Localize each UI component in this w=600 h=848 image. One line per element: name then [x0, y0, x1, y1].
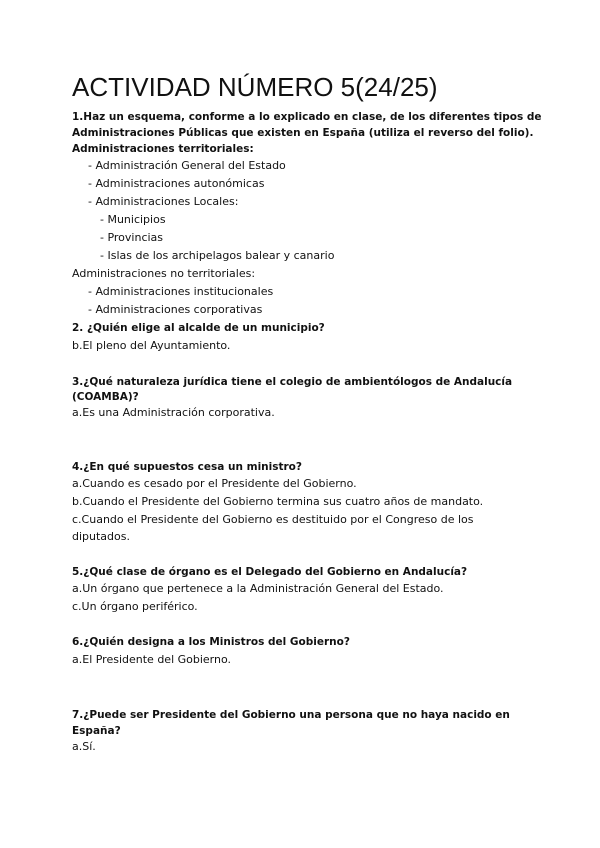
- q2-answer: b.El pleno del Ayuntamiento.: [72, 339, 231, 352]
- q1-non-territorial-item: - Administraciones corporativas: [88, 303, 263, 316]
- q1-local-item: - Provincias: [100, 231, 164, 244]
- q4-answer: c.Cuando el Presidente del Gobierno es destituido por el Congreso de los: [72, 513, 474, 526]
- q3-question-line-2: (COAMBA)?: [72, 391, 139, 403]
- q1-territorial-item: - Administraciones Locales:: [88, 195, 239, 208]
- q6-answer: a.El Presidente del Gobierno.: [72, 653, 232, 666]
- page-title: ACTIVIDAD NÚMERO 5(24/25): [72, 72, 438, 102]
- q1-local-item: - Municipios: [100, 213, 166, 226]
- q2-question: 2. ¿Quién elige al alcalde de un municipio?: [72, 322, 325, 334]
- q4-answer: a.Cuando es cesado por el Presidente del Gobierno.: [72, 477, 357, 490]
- q5-answer: a.Un órgano que pertenece a la Administración General del Estado.: [72, 582, 444, 595]
- q1-local-item: - Islas de los archipelagos balear y canario: [100, 249, 335, 262]
- q4-question: 4.¿En qué supuestos cesa un ministro?: [72, 461, 302, 473]
- q1-territorial-item: - Administración General del Estado: [88, 159, 286, 172]
- q1-question-line-2: Administraciones Públicas que existen en España (utiliza el reverso del folio).: [72, 127, 534, 139]
- q7-question-line-2: España?: [72, 725, 121, 737]
- q1-non-territorial-heading: Administraciones no territoriales:: [72, 267, 256, 280]
- q1-question-line-1: 1.Haz un esquema, conforme a lo explicado en clase, de los diferentes tipos de: [72, 111, 542, 123]
- q3-answer: a.Es una Administración corporativa.: [72, 406, 275, 419]
- q4-answer: b.Cuando el Presidente del Gobierno termina sus cuatro años de mandato.: [72, 495, 484, 508]
- q3-question-line-1: 3.¿Qué naturaleza jurídica tiene el colegio de ambientólogos de Andalucía: [72, 376, 513, 388]
- q7-question-line-1: 7.¿Puede ser Presidente del Gobierno una persona que no haya nacido en: [72, 709, 510, 721]
- q6-question: 6.¿Quién designa a los Ministros del Gobierno?: [72, 636, 350, 648]
- q7-answer: a.Sí.: [72, 740, 96, 753]
- q5-answer: c.Un órgano periférico.: [72, 600, 198, 613]
- q1-territorial-item: - Administraciones autonómicas: [88, 177, 265, 190]
- q4-answer-continuation: diputados.: [72, 530, 130, 543]
- q5-question: 5.¿Qué clase de órgano es el Delegado del Gobierno en Andalucía?: [72, 566, 468, 578]
- q1-non-territorial-item: - Administraciones institucionales: [88, 285, 274, 298]
- q1-territorial-heading: Administraciones territoriales:: [72, 143, 254, 155]
